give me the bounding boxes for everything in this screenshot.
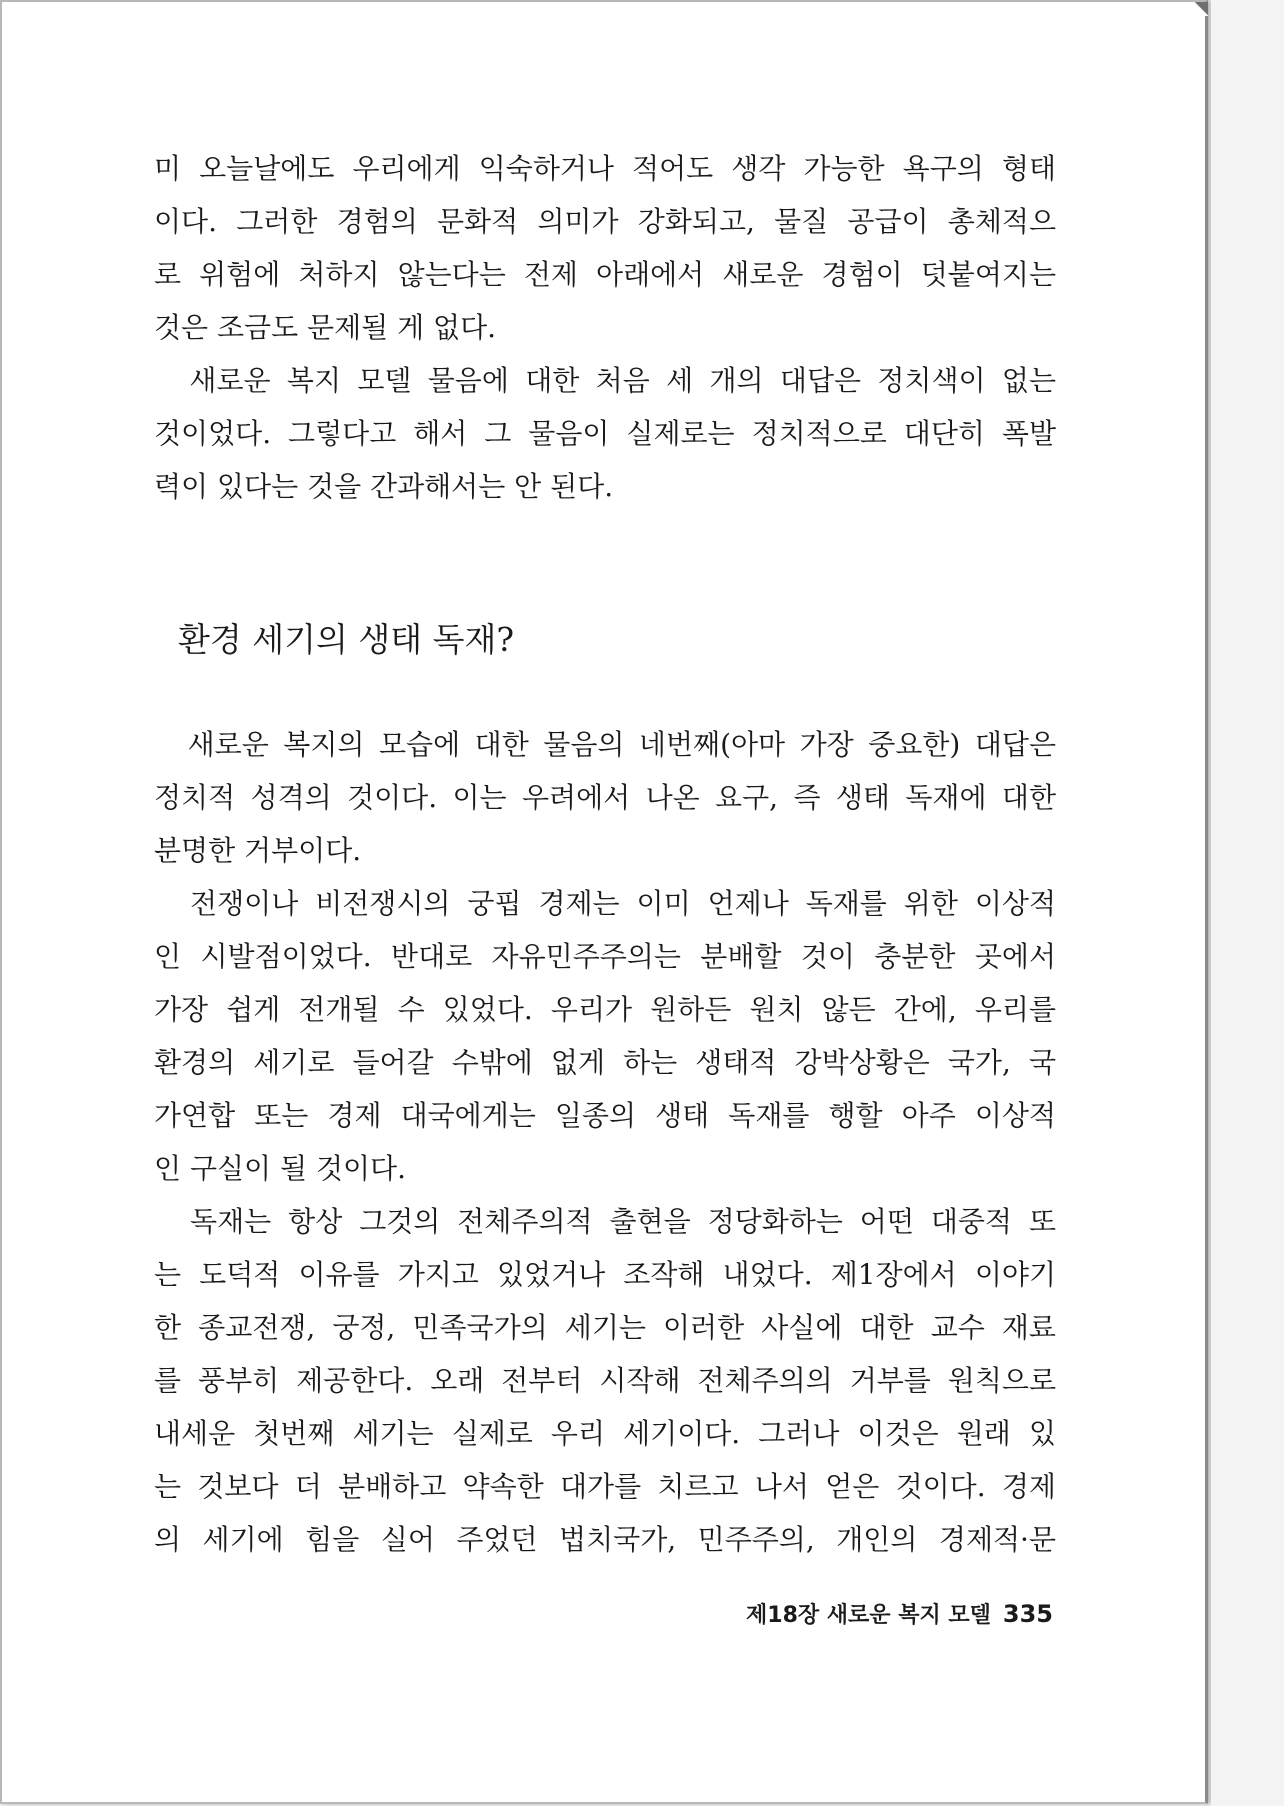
- page-footer: [746, 1598, 1053, 1629]
- text-line: 것이었다. 그렇다고 해서 그 물음이 실제로는 정치적으로 대단히 폭발: [154, 417, 1056, 450]
- text-line: 를 풍부히 제공한다. 오래 전부터 시작해 전체주의의 거부를 원칙으로: [154, 1364, 1056, 1397]
- page-corner: [1194, 2, 1208, 16]
- text-line: 는 도덕적 이유를 가지고 있었거나 조작해 내었다. 제1장에서 이야기: [154, 1258, 1056, 1291]
- text-line: 미 오늘날에도 우리에게 익숙하거나 적어도 생각 가능한 욕구의 형태: [154, 152, 1056, 185]
- text-line: 로 위험에 처하지 않는다는 전제 아래에서 새로운 경험이 덧붙여지는: [154, 258, 1056, 291]
- text-line: 가장 쉽게 전개될 수 있었다. 우리가 원하든 원치 않든 간에, 우리를: [154, 993, 1056, 1026]
- text-line: 인 시발점이었다. 반대로 자유민주주의는 분배할 것이 충분한 곳에서: [154, 940, 1056, 973]
- text-line: 새로운 복지의 모습에 대한 물음의 네번째(아마 가장 중요한) 대답은: [154, 728, 1056, 761]
- text-line: 내세운 첫번째 세기는 실제로 우리 세기이다. 그러나 이것은 원래 있: [154, 1417, 1056, 1450]
- text-line: 독재는 항상 그것의 전체주의적 출현을 정당화하는 어떤 대중적 또: [154, 1205, 1056, 1238]
- text-line: 의 세기에 힘을 실어 주었던 법치국가, 민주주의, 개인의 경제적·문: [154, 1523, 1056, 1556]
- paragraph-block-1: [154, 142, 1056, 513]
- text-line: 이다. 그러한 경험의 문화적 의미가 강화되고, 물질 공급이 총체적으: [154, 205, 1056, 238]
- section-heading: 환경 세기의 생태 독재?: [178, 620, 515, 659]
- text-line: 는 것보다 더 분배하고 약속한 대가를 치르고 나서 얻은 것이다. 경제: [154, 1470, 1056, 1503]
- text-line: 새로운 복지 모델 물음에 대한 처음 세 개의 대답은 정치색이 없는: [154, 364, 1056, 397]
- text-line: 전쟁이나 비전쟁시의 궁핍 경제는 이미 언제나 독재를 위한 이상적: [154, 887, 1056, 920]
- text-line: 가연합 또는 경제 대국에게는 일종의 생태 독재를 행할 아주 이상적: [154, 1099, 1056, 1132]
- paragraph-block-2: [154, 718, 1056, 1566]
- text-line: 것은 조금도 문제될 게 없다.: [154, 311, 497, 344]
- text-line: 인 구실이 될 것이다.: [154, 1152, 406, 1185]
- page-number: 335: [1002, 1600, 1053, 1628]
- text-line: 력이 있다는 것을 간과해서는 안 된다.: [154, 470, 614, 503]
- running-chapter-title: 제18장 새로운 복지 모델: [746, 1603, 991, 1628]
- text-line: 한 종교전쟁, 궁정, 민족국가의 세기는 이러한 사실에 대한 교수 재료: [154, 1311, 1056, 1344]
- text-line: 환경의 세기로 들어갈 수밖에 없게 하는 생태적 강박상황은 국가, 국: [154, 1046, 1056, 1079]
- viewer-background: [1211, 0, 1284, 1806]
- text-line: 정치적 성격의 것이다. 이는 우려에서 나온 요구, 즉 생태 독재에 대한: [154, 781, 1056, 814]
- text-line: 분명한 거부이다.: [154, 834, 362, 867]
